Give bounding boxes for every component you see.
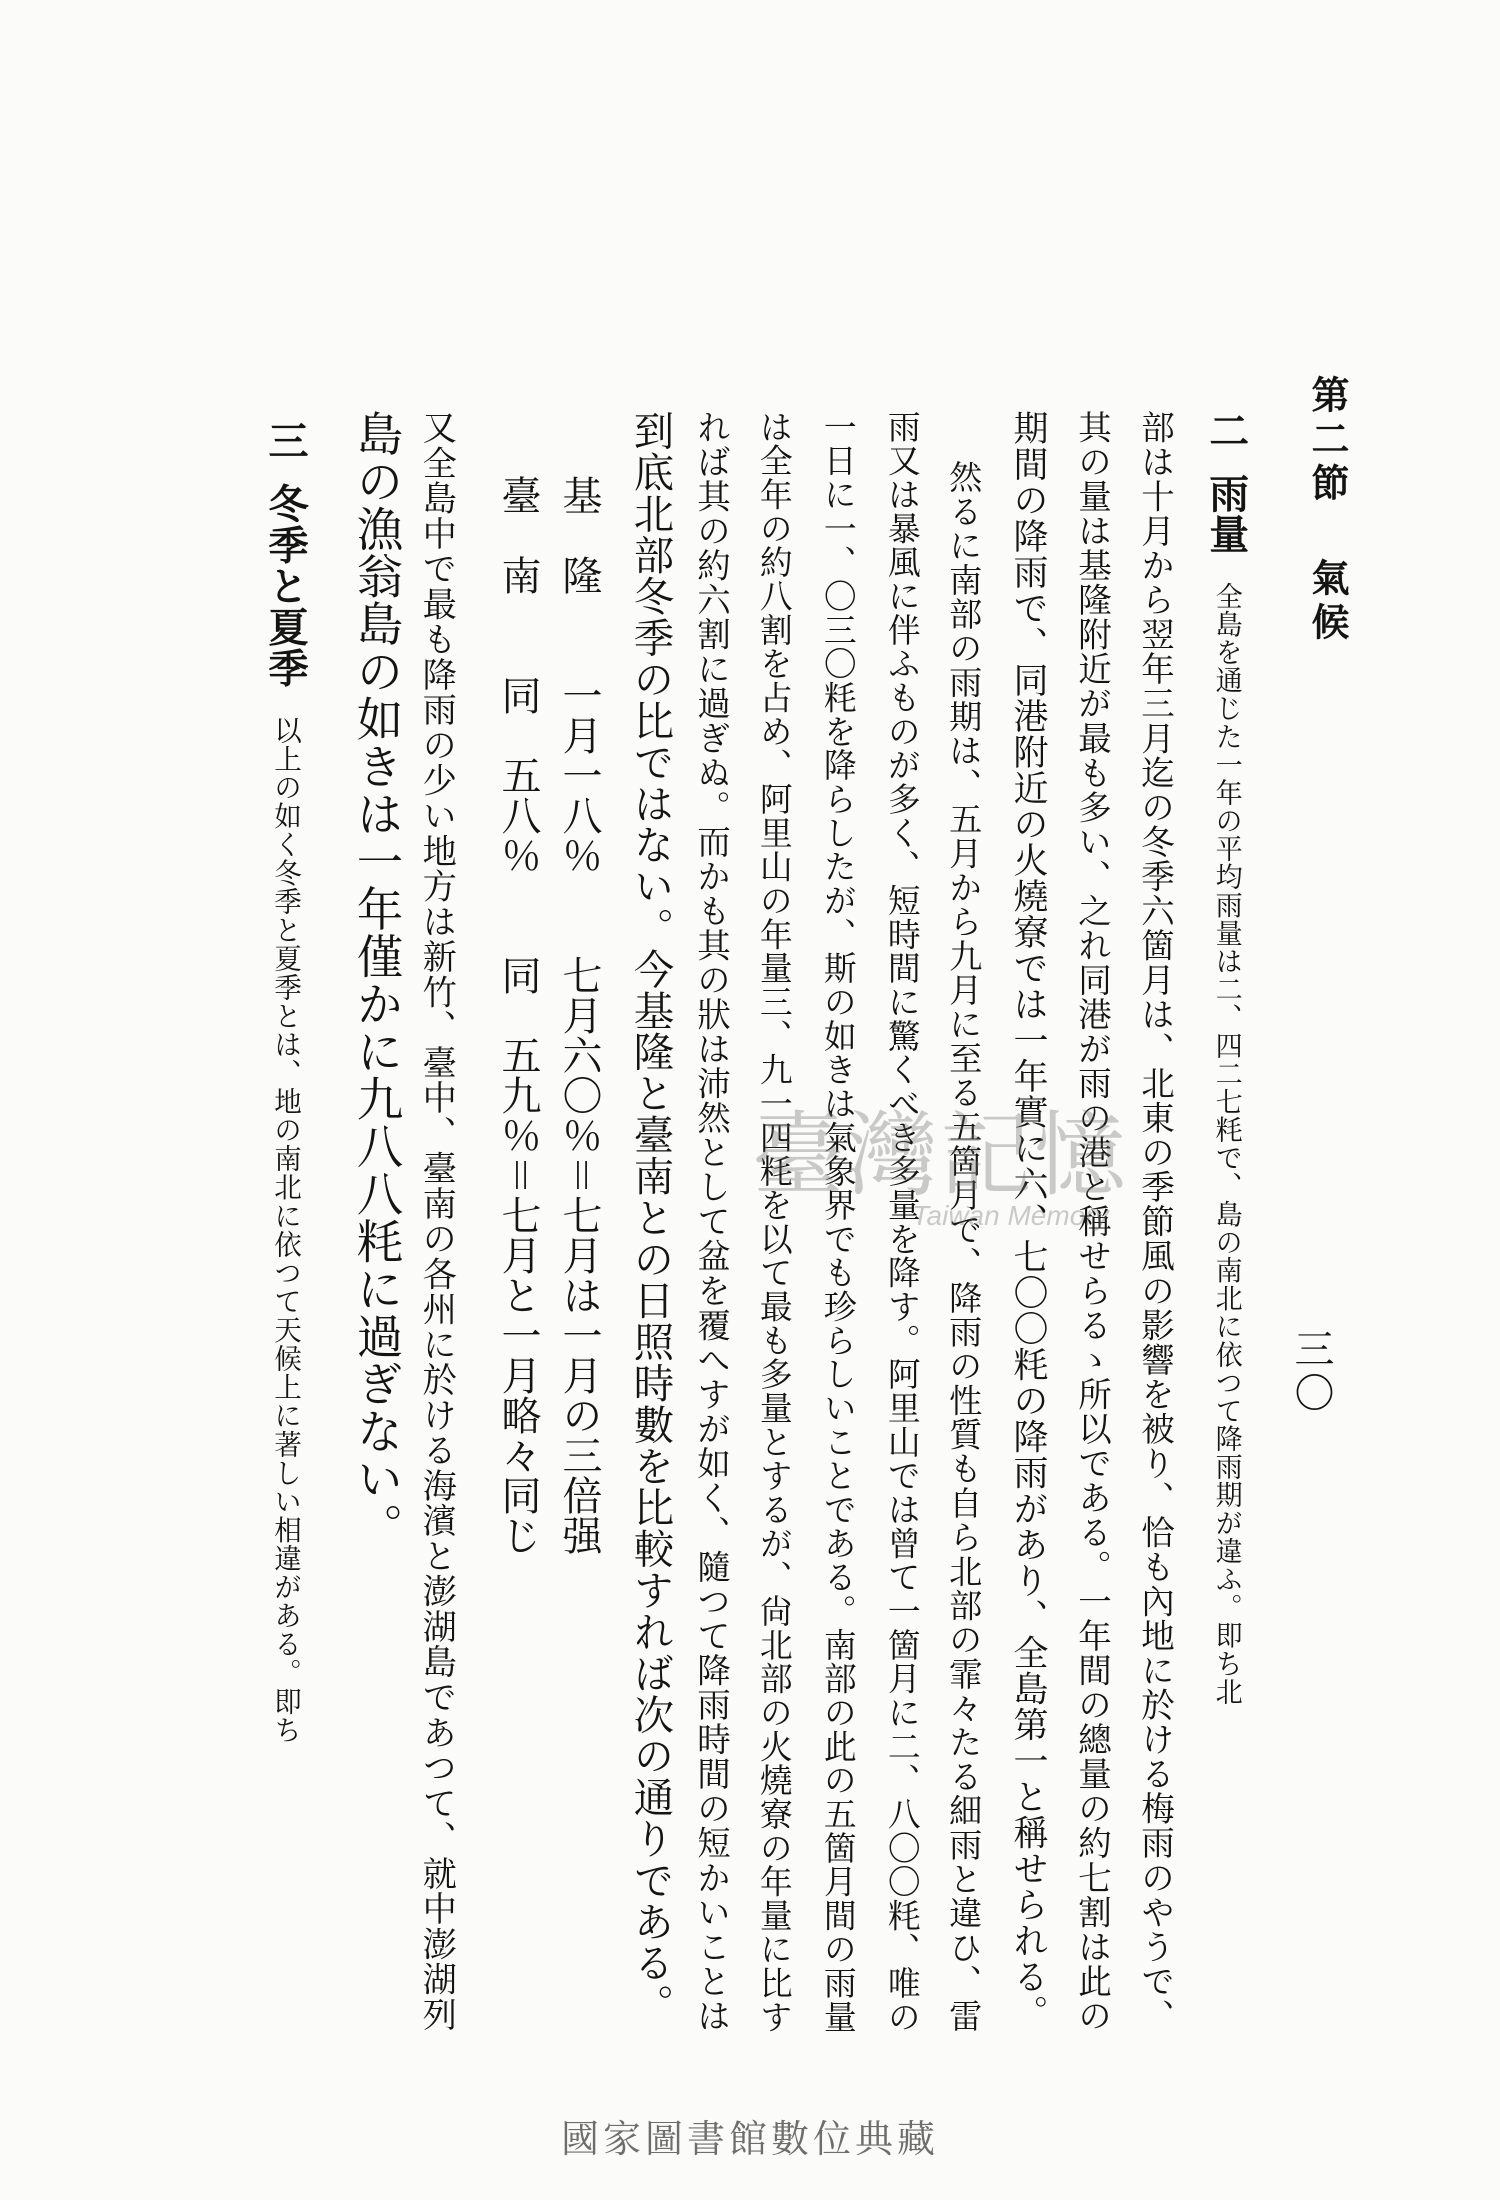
watermark-logo (752, 1082, 1182, 1231)
heading-text: 以上の如く冬季と夏季とは、地の南北に依つて天候上に著しい相違がある。即ち (269, 716, 302, 1745)
heading-line-season (262, 420, 310, 1745)
text-line: 一日に一、〇三〇粍を降らしたが、斯の如きは氣象界でも珍らしいことである。南部の此の五箇月間の雨量 (818, 410, 857, 2034)
heading-number: 三 (262, 420, 310, 462)
text-line: 島の漁翁島の如きは一年僅かに九八八粍に過ぎない。 (349, 410, 404, 1550)
heading-number: 二 (1202, 410, 1249, 451)
text-line: 期間の降雨で、同港附近の火燒寮では一年實に六、七〇〇粍の降雨があり、全島第一と稱せられる。 (1008, 410, 1050, 2031)
text-line: 到底北部冬季の比ではない。今基隆と臺南との日照時數を比較すれば次の通りである。 (626, 410, 675, 2025)
text-line: 雨又は暴風に伴ふものが多く、短時間に驚くべき多量を降す。阿里山では曾て一箇月に二、八〇〇粍、唯の (882, 410, 921, 2034)
text-line: 又全島中で最も降雨の少い地方は新竹、臺中、臺南の各州に於ける海濱と澎湖島であつて、就中澎湖列 (416, 410, 457, 2032)
heading-text: 全島を通じた一年の平均雨量は二、四二七粍で、島の南北に依つて降雨期が違ふ。即ち北 (1210, 582, 1242, 1706)
text-line: 其の量は基隆附近が最も多い、之れ同港が雨の港と稱せらるゝ所以である。一年間の總量の約七割は此の (1072, 410, 1112, 2033)
table-row-tainan: 臺 南 同 五八％ 同 五九％＝七月と一月略々同じ (495, 475, 541, 1555)
text-line: は全年の約八割を占め、阿里山の年量三、九一四粍を以て最も多量とするが、尙北部の火燒寮の年量に比す (754, 410, 793, 2034)
watermark-text: 臺灣記憶 (752, 1102, 1129, 1209)
table-row-keelung: 基 隆 一月一八％ 七月六〇％＝七月は一月の三倍强 (556, 475, 602, 1555)
watermark-latin: Taiwan Memory (912, 1200, 1109, 1231)
text-line: 然るに南部の雨期は、五月から九月に至る五箇月で、降雨の性質も自ら北部の霏々たる細雨と違ひ、雷 (944, 460, 984, 2033)
text-line: 部は十月から翌年三月迄の冬季六箇月は、北東の季節風の影響を被り、恰も內地に於ける梅雨のやうで、 (1135, 410, 1175, 2033)
heading-line-rain (1202, 410, 1249, 1706)
text-line: れば其の約六割に過ぎぬ。而かも其の狀は沛然として盆を覆へすが如く、隨つて降雨時間の短かいことは (691, 410, 731, 2033)
heading-title: 冬季と夏季 (262, 483, 310, 689)
section-header: 第二節 氣候 (1305, 375, 1350, 646)
heading-title: 雨量 (1202, 472, 1249, 555)
page-number: 三〇 (1288, 1328, 1334, 1416)
footer-credit: 國家圖書館數位典藏 (560, 2119, 939, 2161)
